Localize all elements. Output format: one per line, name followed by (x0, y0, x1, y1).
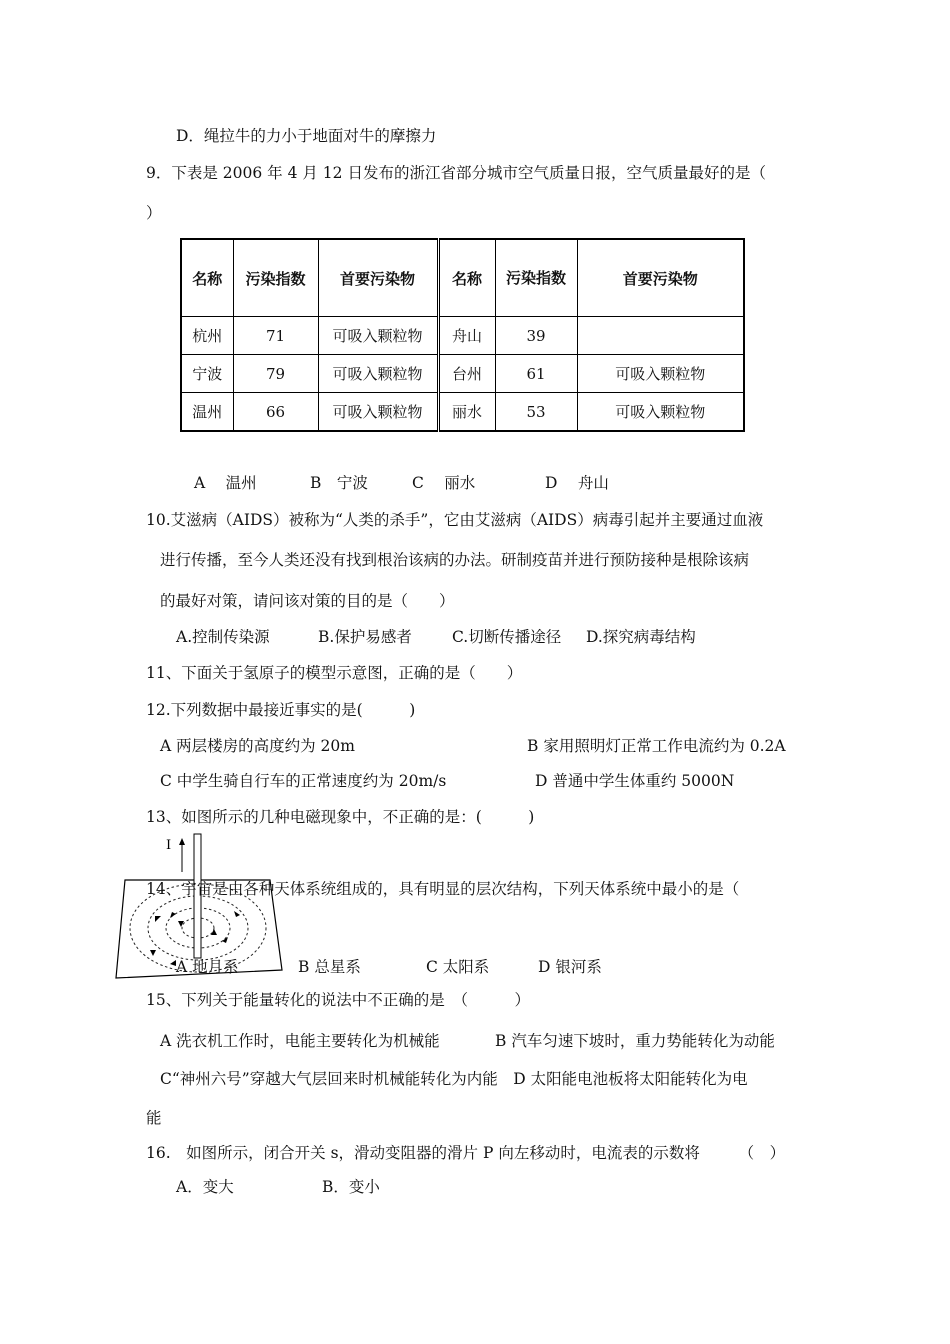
cell: 61 (495, 355, 577, 393)
cell: 71 (233, 317, 318, 355)
q14-option-d: D 银河系 (538, 958, 602, 976)
cell: 可吸入颗粒物 (318, 317, 438, 355)
header-index: 污染指数 (233, 239, 318, 317)
field-arrow (150, 950, 156, 956)
q11-stem: 11、下面关于氢原子的模型示意图，正确的是（ ） (146, 664, 523, 682)
cell: 宁波 (181, 355, 233, 393)
cell: 温州 (181, 393, 233, 432)
cell: 66 (233, 393, 318, 432)
q15-option-b: B 汽车匀速下坡时，重力势能转化为动能 (495, 1032, 775, 1050)
cell: 台州 (438, 355, 495, 393)
q10-stem-2: 进行传播，至今人类还没有找到根治该病的办法。研制疫苗并进行预防接种是根除该病 (160, 551, 750, 569)
q10-stem-1: 10.艾滋病（AIDS）被称为“人类的杀手”，它由艾滋病（AIDS）病毒引起并主要通过血液 (146, 511, 764, 529)
q12-stem: 12.下列数据中最接近事实的是( ) (146, 701, 416, 719)
q10-option-d: D.探究病毒结构 (586, 628, 696, 646)
header-pollutant-2: 首要污染物 (577, 239, 744, 317)
q12-option-d: D 普通中学生体重约 5000N (535, 772, 735, 790)
q14-option-b: B 总星系 (298, 958, 361, 976)
cell: 39 (495, 317, 577, 355)
field-arrow (170, 912, 176, 918)
arrow-head (179, 838, 185, 845)
q9-option-b: B 宁波 (310, 474, 368, 492)
q10-option-b: B.保护易感者 (318, 628, 412, 646)
header-pollutant: 首要污染物 (318, 239, 438, 317)
q9-option-d: D 舟山 (545, 474, 609, 492)
cell: 53 (495, 393, 577, 432)
field-arrow (222, 937, 228, 943)
table-row (181, 317, 744, 355)
q15-option-cd: C“神州六号”穿越大气层回来时机械能转化为内能 D 太阳能电池板将太阳能转化为电 (160, 1070, 748, 1088)
q13-stem: 13、如图所示的几种电磁现象中，不正确的是：( ) (146, 808, 535, 826)
table-row (181, 355, 744, 393)
q10-option-a: A.控制传染源 (176, 628, 270, 646)
field-arrow (155, 916, 161, 922)
cell: 可吸入颗粒物 (318, 393, 438, 432)
q15-option-a: A 洗衣机工作时，电能主要转化为机械能 (160, 1032, 440, 1050)
q14-stem: 14、宇宙是由各种天体系统组成的，具有明显的层次结构，下列天体系统中最小的是（ (146, 880, 740, 898)
header-index-2: 污染指数 (495, 239, 577, 317)
q9-stem: 9．下表是 2006 年 4 月 12 日发布的浙江省部分城市空气质量日报，空气质量最好的是（ (146, 164, 766, 182)
air-quality-table (180, 238, 745, 432)
cell: 可吸入颗粒物 (577, 393, 744, 432)
header-city: 名称 (181, 239, 233, 317)
q12-option-a: A 两层楼房的高度约为 20m (160, 737, 355, 755)
q15-stem: 15、下列关于能量转化的说法中不正确的是 （ ） (146, 991, 530, 1009)
q15-tail: 能 (146, 1109, 162, 1127)
q10-option-c: C.切断传播途径 (452, 628, 562, 646)
q9-stem-end: ） (146, 204, 162, 222)
q16-option-b: B．变小 (322, 1178, 380, 1196)
q8-option-d: D．绳拉牛的力小于地面对牛的摩擦力 (176, 127, 437, 145)
q16-option-a: A．变大 (176, 1178, 234, 1196)
field-arrow (234, 911, 240, 917)
q12-option-c: C 中学生骑自行车的正常速度约为 20m/s (160, 772, 447, 790)
q9-option-c: C 丽水 (412, 474, 476, 492)
cell (577, 317, 744, 355)
header-city-2: 名称 (438, 239, 495, 317)
q16-stem: 16. 如图所示，闭合开关 s，滑动变阻器的滑片 P 向左移动时，电流表的示数将 （ ） (146, 1144, 786, 1162)
q9-option-a: A 温州 (194, 474, 257, 492)
cell: 79 (233, 355, 318, 393)
current-label: I (166, 838, 172, 853)
cell: 丽水 (438, 393, 495, 432)
q10-stem-3: 的最好对策，请问该对策的目的是（ ） (160, 592, 455, 610)
q14-option-c: C 太阳系 (426, 958, 490, 976)
cell: 舟山 (438, 317, 495, 355)
cell: 可吸入颗粒物 (318, 355, 438, 393)
q14-option-a: A 地月系 (176, 958, 239, 976)
table-header-row (181, 239, 744, 317)
field-arrow (211, 929, 217, 935)
q12-option-b: B 家用照明灯正常工作电流约为 0.2A (527, 737, 786, 755)
table-row (181, 393, 744, 432)
cell: 杭州 (181, 317, 233, 355)
cell: 可吸入颗粒物 (577, 355, 744, 393)
